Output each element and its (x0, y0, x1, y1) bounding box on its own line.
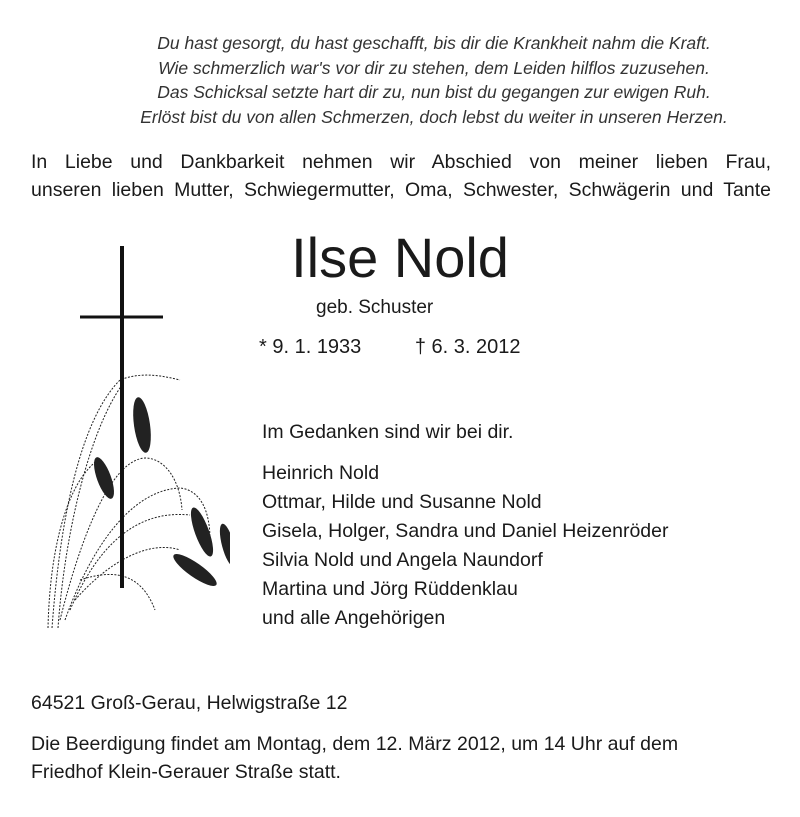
funeral-line: Friedhof Klein-Gerauer Straße statt. (31, 761, 341, 783)
family-member: Martina und Jörg Rüddenklau (262, 578, 518, 600)
wheat-icon (48, 375, 210, 628)
poem-line: Das Schicksal setzte hart dir zu, nun bist du gegangen zur ewigen Ruh. (157, 82, 711, 102)
thought-line: Im Gedanken sind wir bei dir. (262, 421, 514, 443)
death-date: † 6. 3. 2012 (414, 336, 521, 358)
intro-line: In Liebe und Dankbarkeit nehmen wir Abschied von meiner lieben Frau, (31, 151, 771, 173)
intro-line: unseren lieben Mutter, Schwiegermutter, Oma, Schwester, Schwägerin und Tante (31, 179, 771, 201)
maiden-name: geb. Schuster (316, 297, 434, 318)
intro-text (31, 148, 771, 204)
family-member: Silvia Nold und Angela Naundorf (262, 549, 543, 571)
poem-line: Erlöst bist du von allen Schmerzen, doch lebst du weiter in unseren Herzen. (140, 106, 728, 127)
family-list (262, 459, 668, 633)
family-member: Gisela, Holger, Sandra und Daniel Heizenröder (262, 520, 669, 542)
funeral-info (31, 730, 678, 786)
family-member: Ottmar, Hilde und Susanne Nold (262, 491, 542, 513)
deceased-name: Ilse Nold (291, 226, 509, 289)
life-dates (259, 336, 521, 359)
family-member: und alle Angehörigen (262, 607, 446, 629)
poem-line: Du hast gesorgt, du hast geschafft, bis dir die Krankheit nahm die Kraft. (157, 33, 711, 53)
wheat-ear-icon (90, 396, 230, 590)
birth-date: * 9. 1. 1933 (259, 336, 362, 358)
poem (0, 31, 800, 129)
family-member: Heinrich Nold (262, 462, 380, 484)
cross-icon (80, 246, 163, 588)
address: 64521 Groß-Gerau, Helwigstraße 12 (31, 692, 348, 714)
funeral-line: Die Beerdigung findet am Montag, dem 12. März 2012, um 14 Uhr auf dem (31, 733, 679, 755)
cross-wheat-illustration (30, 240, 230, 640)
poem-line: Wie schmerzlich war's vor dir zu stehen, dem Leiden hilflos zuzusehen. (158, 57, 710, 78)
